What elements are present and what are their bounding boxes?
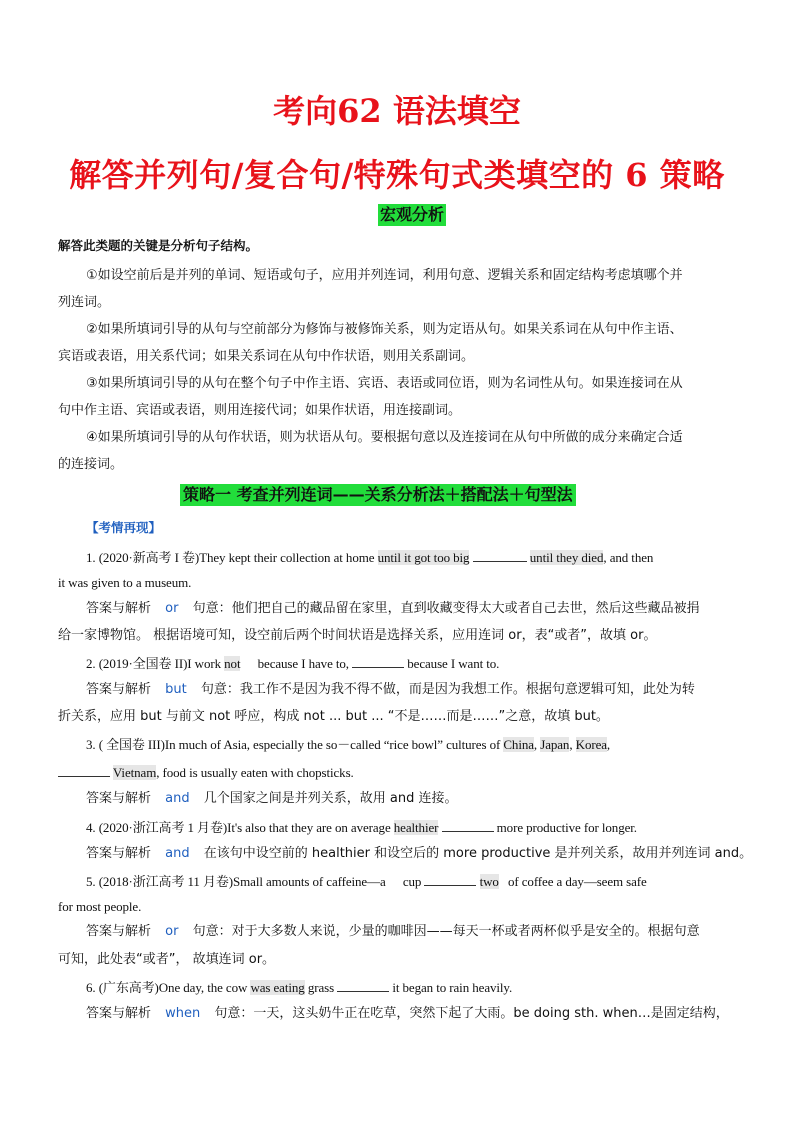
page-subtitle: 解答并列句/复合句/特殊句式类填空的 6 策略: [69, 156, 725, 194]
q1-highlight-1: until it got too big: [377, 550, 470, 565]
rule-2-line-1: ②如果所填词引导的从句与空前部分为修饰与被修饰关系，则为定语从句。如果关系词在从句中作主语、: [86, 322, 683, 337]
answer-4: 答案与解析 and 在该句中设空前的 healthier 和设空后的 more productive 是并列关系，故用并列连词 and。: [86, 844, 748, 864]
answer-4-value: and: [165, 846, 190, 861]
answer-1: 答案与解析 or 句意：他们把自己的藏品留在家里，直到收藏变得太大或者自己去世，然后这些藏品被捐: [86, 599, 748, 619]
question-1-line-2: it was given to a museum.: [58, 575, 192, 590]
strategy-1-label: 策略一 考查并列连词——关系分析法＋搭配法＋句型法: [180, 484, 576, 506]
rule-3-line-1: ③如果所填词引导的从句在整个句子中作主语、宾语、表语或同位语，则为名词性从句。如果连接词在从: [86, 376, 683, 391]
q2-blank: [352, 653, 404, 668]
macro-analysis-label: 宏观分析: [380, 205, 445, 224]
question-3-line-2: Vietnam, food is usually eaten with chopsticks.: [58, 762, 748, 783]
answer-2-line-2: 折关系，应用 but 与前文 not 呼应，构成 not ... but ... “不是……而是……”之意，故填 but。: [58, 709, 609, 724]
q2-highlight-1: not: [224, 656, 241, 671]
q1-blank: [473, 547, 527, 562]
question-6: 6. (广东高考)One day, the cow was eating grass it began to rain heavily.: [86, 977, 748, 998]
q6-highlight-1: was eating: [250, 980, 305, 995]
question-2: 2. (2019·全国卷 II)I work not because I have to, because I want to.: [86, 653, 748, 674]
rule-1-line-1: ①如设空前后是并列的单词、短语或句子，应用并列连词，利用句意、逻辑关系和固定结构考虑填哪个并: [86, 268, 683, 283]
answer-3-value: and: [165, 791, 190, 806]
answer-1-line-2: 给一家博物馆。 根据语境可知，设空前后两个时间状语是选择关系，应用连词 or，表“或者”，故填 or。: [58, 628, 657, 643]
answer-2-value: but: [165, 682, 187, 697]
answer-5: 答案与解析 or 句意：对于大多数人来说，少量的咖啡因——每天一杯或者两杯似乎是安全的。根据句意: [86, 922, 748, 942]
q3-highlight-4: Vietnam: [112, 765, 157, 780]
question-1: 1. (2020·新高考 I 卷)They kept their collection at home until it got too big until they died, and then: [86, 547, 748, 568]
q3-highlight-1: China: [503, 737, 534, 752]
key-point: 解答此类题的关键是分析句子结构。: [58, 238, 259, 253]
q5-highlight-1: two: [479, 874, 499, 889]
answer-6-value: when: [165, 1006, 201, 1021]
answer-3: 答案与解析 and 几个国家之间是并列关系，故用 and 连接。: [86, 789, 748, 809]
q3-highlight-2: Japan: [540, 737, 570, 752]
answer-1-value: or: [165, 601, 179, 616]
rule-2-line-2: 宾语或表语，用关系代词；如果关系词在从句中作状语，则用关系副词。: [58, 349, 475, 364]
answer-5-value: or: [165, 924, 179, 939]
q5-blank: [424, 871, 476, 886]
question-4: 4. (2020·浙江高考 1 月卷)It's also that they are on average healthier more productive for longer.: [86, 817, 748, 838]
q1-highlight-2: until they died: [529, 550, 604, 565]
q3-highlight-3: Korea: [575, 737, 607, 752]
q6-blank: [337, 977, 389, 992]
rule-4-line-1: ④如果所填词引导的从句作状语，则为状语从句。要根据句意以及连接词在从句中所做的成分来确定合适: [86, 430, 683, 445]
exam-recap-tag: 【考情再现】: [86, 520, 162, 535]
rule-1-line-2: 列连词。: [58, 295, 111, 310]
question-5: 5. (2018·浙江高考 11 月卷)Small amounts of caffeine—a cup two of coffee a day—seem safe: [86, 871, 748, 892]
answer-6: 答案与解析 when 句意：一天，这头奶牛正在吃草，突然下起了大雨。be doing sth. when…是固定结构，: [86, 1004, 748, 1024]
q4-highlight-1: healthier: [393, 820, 439, 835]
question-5-line-2: for most people.: [58, 899, 142, 914]
page-title: 考向62 语法填空: [273, 92, 521, 130]
rule-3-line-2: 句中作主语、宾语或表语，则用连接代词；如果作状语，用连接副词。: [58, 403, 462, 418]
answer-5-line-2: 可知，此处表“或者”， 故填连词 or。: [58, 952, 276, 967]
q4-blank: [442, 817, 494, 832]
rule-4-line-2: 的连接词。: [58, 457, 124, 472]
q3-blank: [58, 762, 110, 777]
answer-2: 答案与解析 but 句意：我工作不是因为我不得不做，而是因为我想工作。根据句意逻辑可知，此处为转: [86, 680, 748, 700]
question-3: 3. ( 全国卷 III)In much of Asia, especially the so－called “rice bowl” cultures of China, Japan, Korea,: [86, 737, 611, 752]
